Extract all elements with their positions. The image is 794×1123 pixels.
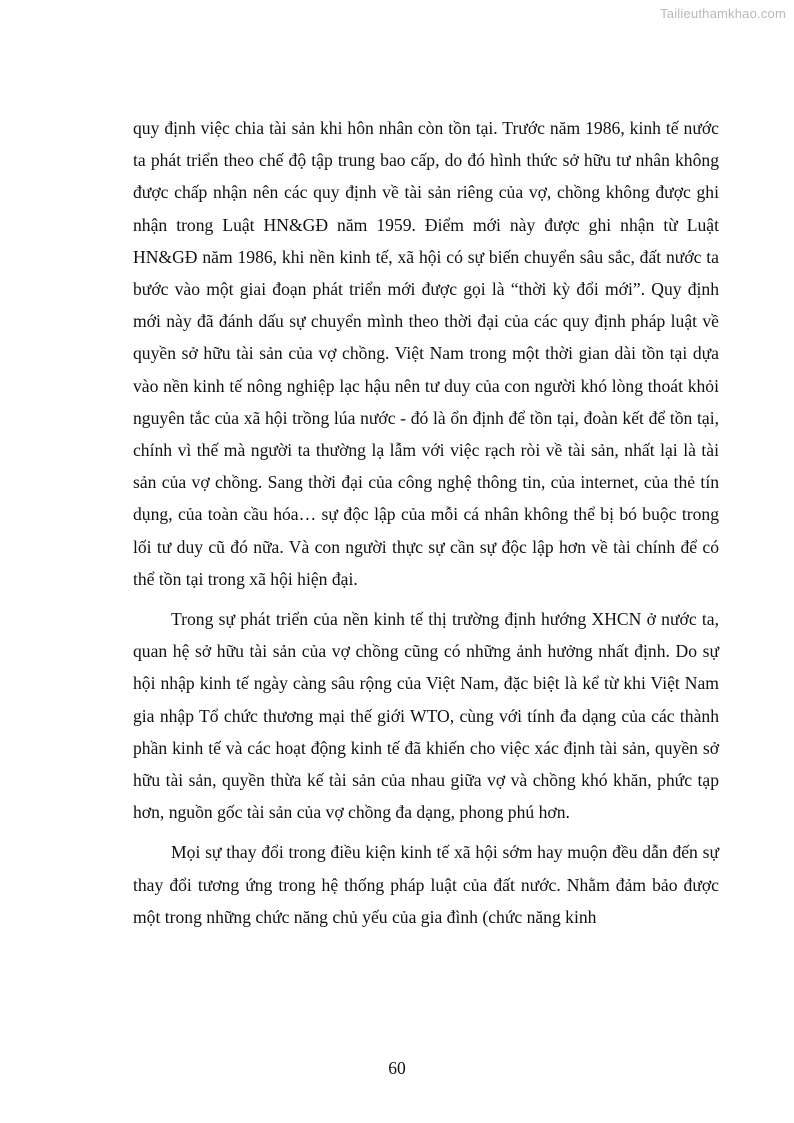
watermark: Tailieuthamkhao.com (660, 6, 786, 21)
document-body (133, 112, 719, 941)
paragraph-economy: Trong sự phát triển của nền kinh tế thị trường định hướng XHCN ở nước ta, quan hệ sở hữu tài sản của vợ chồng cũng có những ảnh hưởng nhất định. Do sự hội nhập kinh tế ngày càng sâu rộng của Việt Nam, đặc biệt là kể từ khi Việt Nam gia nhập Tổ chức thương mại thế giới WTO, cùng với tính đa dạng của các thành phần kinh tế và các hoạt động kinh tế đã khiến cho việc xác định tài sản, quyền sở hữu tài sản, quyền thừa kế tài sản của nhau giữa vợ và chồng khó khăn, phức tạp hơn, nguồn gốc tài sản của vợ chồng đa dạng, phong phú hơn. (133, 609, 719, 823)
paragraph-law-change: Mọi sự thay đổi trong điều kiện kinh tế xã hội sớm hay muộn đều dẫn đến sự thay đổi tương ứng trong hệ thống pháp luật của đất nước. Nhằm đảm bảo được một trong những chức năng chủ yếu của gia đình (chức năng kinh (133, 842, 719, 927)
paragraph-continuation: quy định việc chia tài sản khi hôn nhân còn tồn tại. Trước năm 1986, kinh tế nước ta phát triển theo chế độ tập trung bao cấp, do đó hình thức sở hữu tư nhân không được chấp nhận nên các quy định về tài sản riêng của vợ, chồng không được ghi nhận trong Luật HN&GĐ năm 1959. Điểm mới này được ghi nhận từ Luật HN&GĐ năm 1986, khi nền kinh tế, xã hội có sự biến chuyển sâu sắc, đất nước ta bước vào một giai đoạn phát triển mới được gọi là “thời kỳ đổi mới”. Quy định mới này đã đánh dấu sự chuyển mình theo thời đại của các quy định pháp luật về quyền sở hữu tài sản của vợ chồng. Việt Nam trong một thời gian dài tồn tại dựa vào nền kinh tế nông nghiệp lạc hậu nên tư duy của con người khó lòng thoát khỏi nguyên tắc của xã hội trồng lúa nước - đó là ổn định để tồn tại, đoàn kết để tồn tại, chính vì thế mà người ta thường lạ lẫm với việc rạch ròi về tài sản, nhất lại là tài sản của vợ chồng. Sang thời đại của công nghệ thông tin, của internet, của thẻ tín dụng, của toàn cầu hóa… sự độc lập của mỗi cá nhân không thể bị bó buộc trong lối tư duy cũ đó nữa. Và con người thực sự cần sự độc lập hơn về tài chính để có thể tồn tại trong xã hội hiện đại. (133, 118, 719, 589)
page-number: 60 (388, 1058, 406, 1078)
